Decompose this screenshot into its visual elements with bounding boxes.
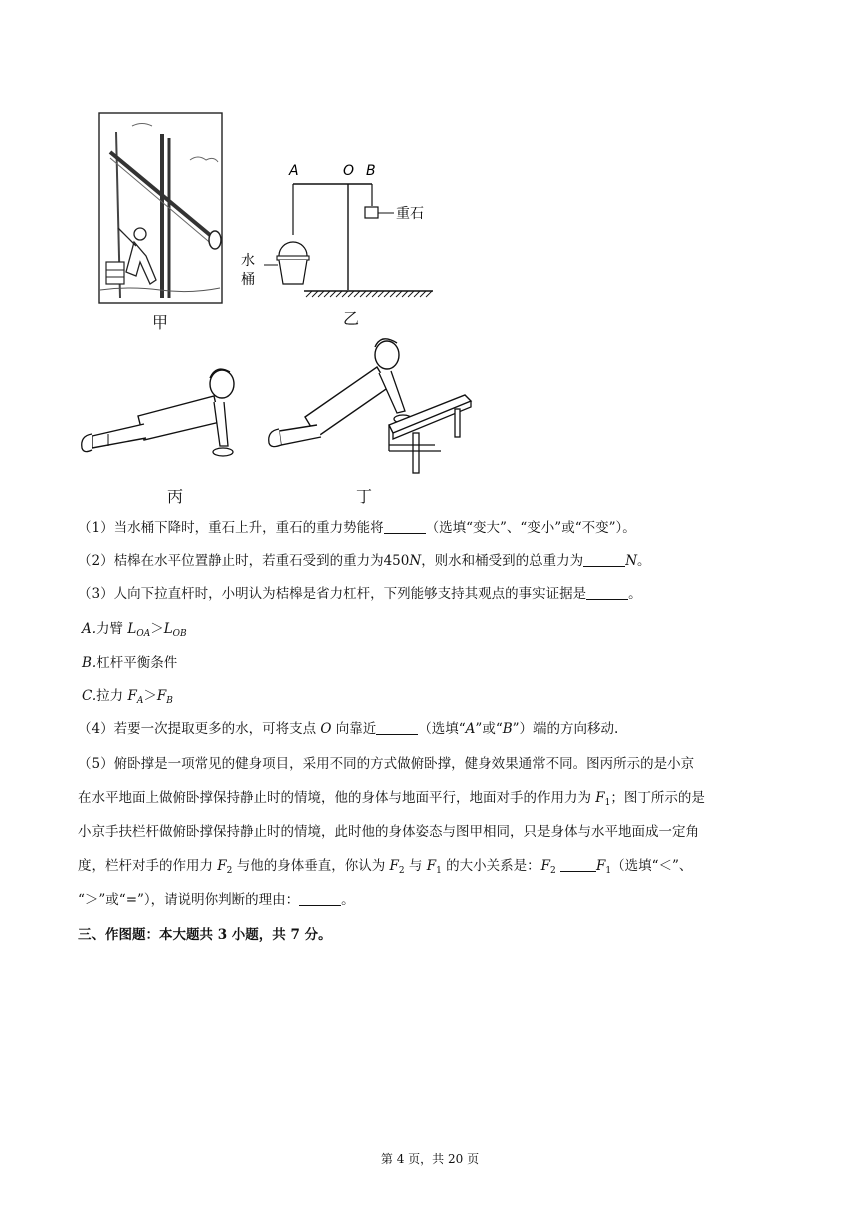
question-4: （4）若要一次提取更多的水，可将支点 O 向靠近 （选填“A”或“B”）端的方向移动. [78,721,619,737]
bucket-label-2: 桶 [241,272,255,288]
question-5-line-3: 小京手扶栏杆做俯卧撑保持静止时的情境，此时他的身体姿态与图甲相同，只是身体与水平地面成一定角 [78,824,699,840]
bucket-label-1: 水 [241,253,255,269]
answer-blank-6[interactable] [299,891,341,906]
question-1: （1）当水桶下降时，重石上升，重石的重力势能将 （选填“变大”、“变小”或“不变”）。 [78,520,636,536]
figure-bing-caption: 丙 [167,487,184,506]
question-2: （2）桔槔在水平位置静止时，若重石受到的重力为450N，则水和桶受到的总重力为 N。 [78,553,651,569]
option-b: B.杠杆平衡条件 [82,655,178,671]
question-5-line-4: 度，栏杆对手的作用力 $F_2$ 与他的身体垂直，你认为 $F_2$ 与 $F_1$ 的大小关系是：$F_2$ $F_1$（选填“＜”、 [78,858,693,876]
page-footer: 第 4 页，共 20 页 [380,1152,480,1166]
answer-blank-5[interactable] [560,857,596,872]
answer-blank-1[interactable] [384,519,426,534]
question-5-line-5: “＞”或“=”），请说明你判断的理由： 。 [78,892,355,908]
question-5-line-1: （5）俯卧撑是一项常见的健身项目，采用不同的方式做俯卧撑，健身效果通常不同。图丙所示的是小京 [78,756,695,772]
figure-yi-caption: 乙 [343,309,360,328]
section-3-heading: 三、作图题：本大题共 3 小题，共 7 分。 [78,927,332,943]
option-a: A.力臂 $L_{OA}>L_{OB}$ [82,621,187,639]
point-b-label: B [366,163,376,179]
point-o-label: O [343,163,355,179]
answer-blank-3[interactable] [586,585,628,600]
answer-blank-2[interactable] [583,552,625,567]
question-3: （3）人向下拉直杆时，小明认为桔槔是省力杠杆，下列能够支持其观点的事实证据是 。 [78,586,642,602]
counterweight-box [365,207,378,218]
figure-yi-schematic [232,158,442,303]
question-5-line-2: 在水平地面上做俯卧撑保持静止时的情境，他的身体与地面平行，地面对手的作用力为 $F_1$；图丁所示的是 [78,790,705,808]
figure-jia-caption: 甲 [152,313,169,332]
figure-ding-illustration [265,333,475,478]
point-a-label: A [289,163,299,179]
figure-ding-caption: 丁 [356,487,373,506]
option-c: C.拉力 $F_A>F_B$ [82,688,173,706]
figure-bing-illustration [78,362,248,467]
figure-jia-illustration [98,112,223,304]
counterweight-label: 重石 [396,206,424,222]
answer-blank-4[interactable] [376,720,418,735]
